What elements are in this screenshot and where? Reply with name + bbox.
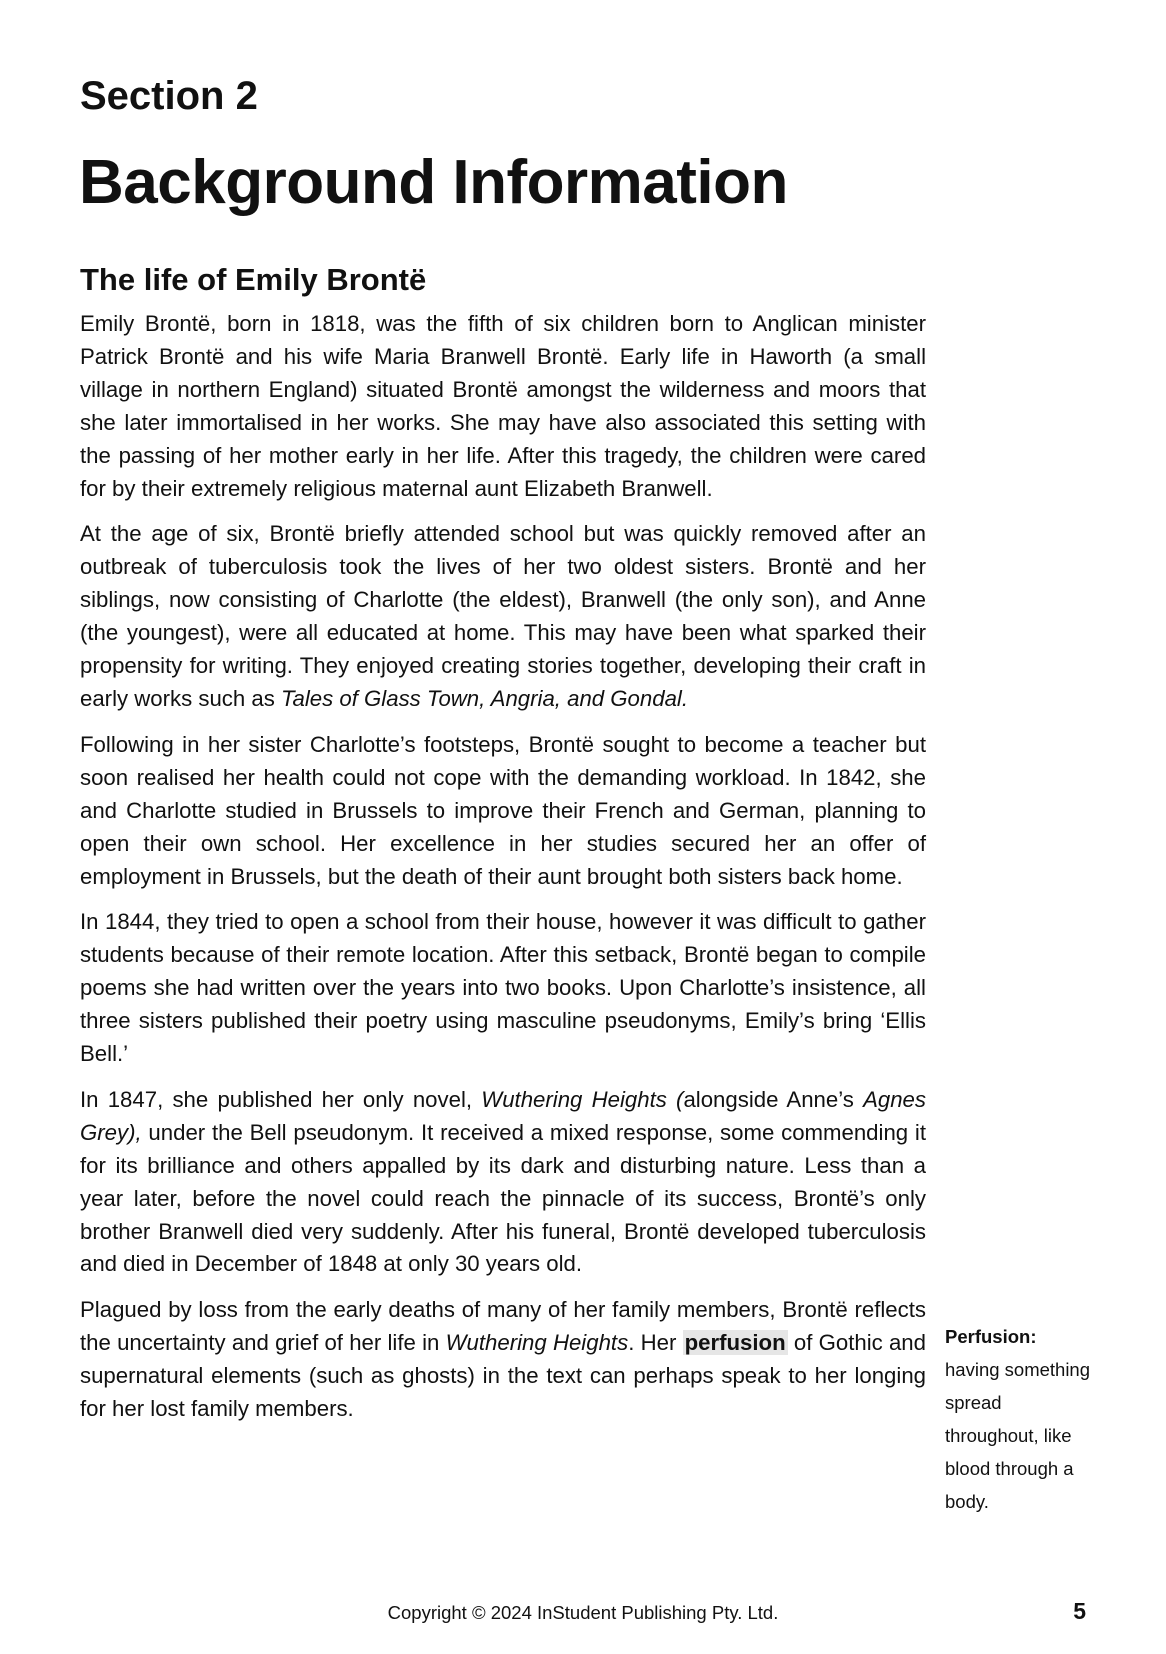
paragraph-text: In 1844, they tried to open a school from their house, however it was difficult to gather students because of their remote location. After this setback, Brontë began to compile poems she had written over the years into two books. Upon Charlotte’s insistence, all three sisters published their poetry using masculine pseudonyms, Emily’s bring ‘Ellis Bell.’ <box>80 909 926 1067</box>
paragraph-legacy <box>80 1294 926 1426</box>
glossary-sidenote <box>945 1320 1095 1518</box>
footer-copyright: Copyright © 2024 InStudent Publishing Pty. Ltd. <box>387 1602 779 1623</box>
paragraph-poetry <box>80 906 926 1071</box>
glossary-term: Perfusion: <box>945 1326 1037 1347</box>
section-subheading: The life of Emily Brontë <box>80 262 427 297</box>
section-label: Section 2 <box>80 74 258 118</box>
italic-title: Tales of Glass Town, Angria, and Gondal. <box>281 685 689 711</box>
paragraph-text: . Her <box>628 1330 683 1356</box>
page-title: Background Information <box>79 148 788 217</box>
paragraph-text: alongside Anne’s <box>683 1086 864 1112</box>
italic-title: Wuthering Heights <box>445 1330 629 1356</box>
paragraph-text: Following in her sister Charlotte’s footsteps, Brontë sought to become a teacher but soon realised her health could not cope with the demanding workload. In 1842, she and Charlotte studied in Brussels to improve their French and German, planning to open their own school. Her excellence in her studies secured her an offer of employment in Brussels, but the death of their aunt brought both sisters back home. <box>80 731 926 889</box>
paragraph-text: of Gothic and supernatural elements (such as ghosts) in the text can perhaps speak to her longing for her lost family members. <box>80 1330 926 1422</box>
paragraph-education <box>80 518 926 715</box>
paragraph-brussels <box>80 729 926 894</box>
paragraph-text: At the age of six, Brontë briefly attended school but was quickly removed after an outbreak of tuberculosis took the lives of her two oldest sisters. Brontë and her siblings, now consisting of Charlotte (the eldest), Branwell (the only son), and Anne (the youngest), were all educated at home. This may have been what sparked their propensity for writing. They enjoyed creating stories together, developing their craft in early works such as <box>80 521 926 711</box>
paragraph-text: Emily Brontë, born in 1818, was the fifth of six children born to Anglican minister Patrick Brontë and his wife Maria Branwell Brontë. Early life in Haworth (a small village in northern England) situated Brontë amongst the wilderness and moors that she later immortalised in her works. She may have also associated this setting with the passing of her mother early in her life. After this tragedy, the children were cared for by their extremely religious maternal aunt Elizabeth Branwell. <box>80 311 926 501</box>
page-number: 5 <box>1073 1598 1086 1624</box>
italic-title: Agnes Grey), <box>80 1086 926 1145</box>
paragraph-early-life <box>80 308 926 505</box>
paragraph-novel <box>80 1084 926 1281</box>
body-text <box>80 308 926 1439</box>
glossary-definition: having something spread throughout, like blood through a body. <box>945 1359 1091 1512</box>
paragraph-text: In 1847, she published her only novel, <box>80 1086 482 1112</box>
glossary-highlighted-term: perfusion <box>684 1330 786 1356</box>
paragraph-text: Plagued by loss from the early deaths of many of her family members, Brontë reflects the uncertainty and grief of her life in <box>80 1297 926 1356</box>
paragraph-text: under the Bell pseudonym. It received a mixed response, some commending it for its brilliance and others appalled by its dark and disturbing nature. Less than a year later, before the novel could reach the pinnacle of its success, Brontë’s only brother Branwell died very suddenly. After his funeral, Brontë developed tuberculosis and died in December of 1848 at only 30 years old. <box>80 1119 926 1277</box>
italic-title: Wuthering Heights ( <box>481 1086 684 1112</box>
